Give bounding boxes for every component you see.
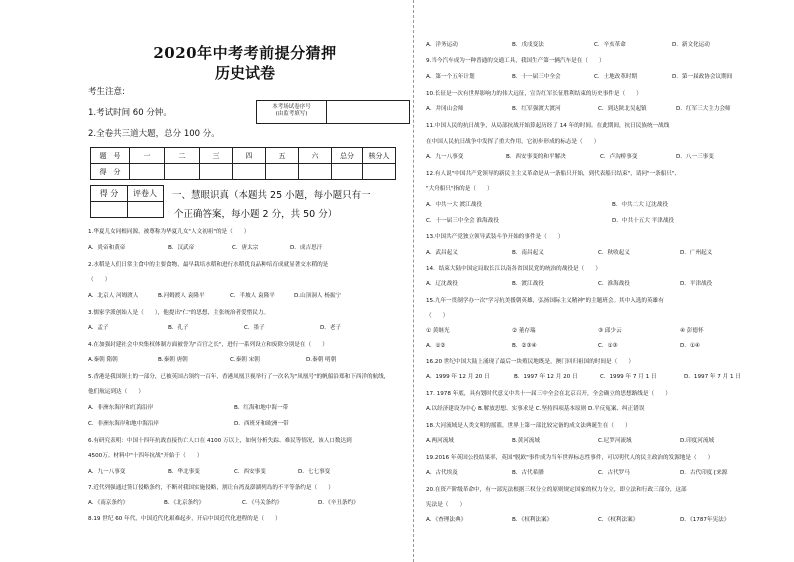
question-text: 16.20 世纪中国大陆上涌现了最后一块殖民地既是，澳门回归祖国的时间是（ ） [426,359,634,365]
score-header-cell: 二 [165,148,200,164]
question-option: B．西安事变的和平解决 [506,154,566,160]
question-option: D.秦朝 明朝 [306,357,337,363]
exam-title: 2020年中考考前提分猜押 [153,44,337,62]
question-text: 11.中国人民的抗日战争，从局部抗战开始算起历经了 14 年的时间。在此期间，抗日民族统一战线 [426,123,670,129]
question-option: A．《南京条约》 [88,500,129,506]
question-option: C．十一届三中全会 淮海战役 [426,218,499,224]
score-cell[interactable] [363,164,396,180]
score-header-cell: 核分人 [363,148,396,164]
question-text-cont: "大舟船只"指的是（ ） [426,186,493,192]
seat-number-label: 本考场试卷序号 (由监考填写) [257,101,327,123]
question-option: B．②③④ [512,343,537,349]
question-option: D．广州起义 [680,250,713,256]
question-option: B．华北事变 [168,469,200,475]
question-text: 13.中国共产党独立领导武装斗争开始的事件是（ ） [426,234,564,240]
score-cell[interactable] [332,164,363,180]
question-text: 17. 1978 年底，具有划时代意义中共十一届三中全会在北京召开，全会确立的思想路线是（ ） [426,391,671,397]
question-option: C．秋收起义 [598,250,630,256]
question-option: D．古代印度 [来源 [680,470,728,476]
question-option: C．西安事变 [234,469,266,475]
section-heading: 一、慧眼识真（本题共 25 小题，每小题只有一 [172,190,371,201]
question-option: A．①② [426,343,446,349]
question-option: C．1999 年 7 月 1 日 [600,374,657,380]
score-row-label: 得 分 [91,164,130,180]
score-cell[interactable] [130,164,165,180]
question-option: C．辛亥革命 [594,42,626,48]
question-option: D．中共十五大 平津战役 [612,218,675,224]
question-option: D．《1787年宪法》 [680,517,730,523]
question-option: A．武昌起义 [426,250,458,256]
question-text-cont: （ ） [88,277,111,283]
question-option: B.黄河流域 [512,438,540,444]
notice-item: 2.全卷共三道大题，总分 100 分。 [88,129,220,139]
question-option: A.秦朝 隋朝 [88,357,118,363]
question-text: 19.2016 年英国公投结果率，英国"脱欧"事件成为当年世界标志性事件，可以明代人的民主政治的发源地是（ ） [426,455,714,461]
question-text: 15.九年一贯制学办一次"学习抗美援朝英雄，弘扬国际主义精神"的主题班会。其中入选的英雄有 [426,298,664,304]
question-option: A．非洲东海岸和红海沿岸 [88,405,154,411]
question-text-cont: 4500万。材料中"十四年抗战"开始于（ ） [88,453,203,459]
question-option: A.两河流域 [426,438,454,444]
question-option: A．辽沈战役 [426,281,458,287]
question-option: B．南昌起义 [512,250,544,256]
question-option: C．唐太宗 [232,245,259,251]
question-text: 1.华夏儿女同根同源，被尊称为华夏儿女"人文初祖"的是（ ） [88,229,250,235]
grade-grader-label: 评卷人 [133,189,157,198]
question-option: B．《权利法案》 [512,517,553,523]
question-option: D．七七事变 [298,469,331,475]
notice-heading: 考生注意: [88,87,125,97]
grade-score-label: 得 分 [99,189,119,198]
question-text: 14．结束大陆中国定局取长江以南各省国民党的统治的战役是（ ） [426,266,601,272]
question-text: 10.长征是一次有世界影响力的伟大远征，宣告红军长征胜利结束的历史事件是（ ） [426,91,642,97]
question-option: B．戊戌变法 [512,42,544,48]
question-text: 8.19 世纪 60 年代，中国近代化艰难起步，开启中国近代化进程的是（ ） [88,516,281,522]
question-option: D．老子 [320,325,342,331]
question-option: A．古代埃及 [426,470,458,476]
question-option: D．1997 年 7 月 1 日 [684,374,741,380]
question-text: 20.在资产阶级革命中，有一部宪法根据三权分立的原则规定国家的权力分立，即立法和行政三部分，这部 [426,487,687,493]
score-header-cell: 六 [299,148,332,164]
question-text: 18.大河流域是人类文明的摇篮，世界上第一部比较完备的成文法典诞生在（ ） [426,423,631,429]
right-column [422,0,782,562]
question-option: ② 董存瑞 [512,328,536,334]
question-option: D.印度河流域 [680,438,715,444]
score-table [90,147,396,180]
question-option: C．《马关条约》 [242,500,283,506]
score-cell[interactable] [165,164,200,180]
question-text-cont: 宪法是（ ） [426,502,466,508]
question-option: C．非洲东海岸和地中海沿岸 [88,421,160,427]
question-option: D．新文化运动 [672,42,710,48]
score-cell[interactable] [200,164,233,180]
question-option: B．《北京条约》 [164,500,205,506]
exam-subtitle: 历史试卷 [214,64,275,82]
question-option: B．红军强渡大渡河 [512,106,561,112]
question-option: C．淮海战役 [598,281,630,287]
question-option: D．①④ [680,343,700,349]
grade-box [90,185,164,218]
question-option: C.尼罗河流域 [598,438,632,444]
score-cell[interactable] [266,164,299,180]
question-option: A．炎帝和黄帝 [88,245,126,251]
question-text-cont: 他们航运到达（ ） [88,389,144,395]
question-option: C．古代罗马 [598,470,630,476]
question-option: D．第一届政协会议期间 [672,74,733,80]
question-text: 9.当今汽车成为一种普通的交通工具，我国生产第一辆汽车是在（ ） [426,58,605,64]
question-option: ④ 彭德怀 [680,328,704,334]
left-column [84,0,406,562]
question-text: 12.有人说"中国共产党领导的新民主主义革命是从一条船只开始，到代表船只结束"，请问"一条船只"、 [426,171,681,177]
question-option: C．到达陕北吴起镇 [598,106,647,112]
question-option: D．西班牙和欧洲一带 [234,421,289,427]
question-option: C．半坡人 袁隆平 [230,293,275,299]
question-option: D．八一三事变 [676,154,714,160]
score-header-cell: 总分 [332,148,363,164]
question-option: B.河姆渡人 袁隆平 [158,293,205,299]
question-option: C．①③ [598,343,618,349]
question-option: C.秦朝 宋朝 [230,357,260,363]
score-cell[interactable] [233,164,266,180]
question-option: A．第一个五年计划 [426,74,475,80]
question-option: ③ 邱少云 [598,328,622,334]
question-text-cont: （ ） [426,313,449,319]
question-option: C．卢沟桥事变 [600,154,638,160]
score-header-cell: 五 [266,148,299,164]
question-option: A．井冈山会师 [426,106,464,112]
question-option: ① 黄继光 [426,328,450,334]
question-option: B．红海和地中海一带 [234,405,289,411]
question-text: 6.有研究表明：中国十四年抗战直接伤亡人口在 4100 万以上，如何分析失踪、难民等情况，该人口数达到 [88,438,352,444]
score-header-cell: 四 [233,148,266,164]
question-text: 3.儒家学派创始人是（ ），他提出"仁"的思想，主张统治者爱惜民力。 [88,310,270,316]
question-option: D．《辛丑条约》 [318,500,359,506]
question-text-cont: 在中国人民抗日战争中发挥了重大作用，它初步形成的标志是（ ） [426,139,600,145]
question-option: D．红军三大主力会师 [676,106,731,112]
question-option: D.山顶洞人 杨振宁 [294,293,342,299]
question-option: B．古代希腊 [512,470,544,476]
score-header-cell: 题 号 [91,148,130,164]
question-text: 2.水稻是人们日常主食中的主要食物，最早栽培水稻和进行水稻优良品种培育成就显著交水稻的是 [88,262,329,268]
question-option: A.以经济建设为中心 B.解放思想、实事求是 C.坚持四项基本原则 D.平反冤案、纠正错误 [426,406,645,412]
section-heading-cont: 个正确答案，每小题 2 分，共 50 分） [174,209,338,220]
column-divider [413,0,414,562]
score-header-cell: 三 [200,148,233,164]
question-option: B．十一届三中全会 [512,74,561,80]
question-option: A．洋务运动 [426,42,458,48]
question-option: A．北京人 河姆渡人 [88,293,139,299]
question-option: A．中共一大 渡江战役 [426,202,482,208]
question-option: B．孔子 [168,325,189,331]
question-option: B．中共二大 辽沈战役 [612,202,668,208]
question-option: C．墨子 [244,325,265,331]
question-option: C．土地改革时期 [594,74,638,80]
question-option: C．《权利法案》 [598,517,639,523]
question-option: A．九一八事变 [426,154,464,160]
score-header-cell: 一 [130,148,165,164]
question-option: B．渡江战役 [512,281,544,287]
question-text: 7.近代列强通过签订侵略条约，不断对我国实施侵略，割让台湾及澎湖列岛的不平等条约是（ ） [88,485,334,491]
question-option: A．九一八事变 [88,469,126,475]
seat-number-box[interactable] [256,100,410,124]
question-option: A．1999 年 12 月 20 日 [426,374,490,380]
notice-item: 1.考试时间 60 分钟。 [88,108,172,118]
score-table-header [91,148,396,164]
question-option: A．《查理法典》 [426,517,467,523]
score-table-row [91,164,396,180]
question-option: A．孟子 [88,325,109,331]
question-option: D．成吉思汗 [290,245,323,251]
question-option: D．平津战役 [680,281,713,287]
score-cell[interactable] [299,164,332,180]
question-option: B．1997 年 12 月 20 日 [514,374,578,380]
question-option: B.秦朝 唐朝 [158,357,188,363]
question-text: 5.香港是我国领土的一部分，已被英国占领约一百年，香港凤凰卫视举行了一次名为"凤凰号"的帆船沿郑和下西洋的航线， [88,374,390,380]
question-option: B．汉武帝 [168,245,195,251]
question-text: 4.在加强封建社会中央集权体制方面被誉为"百官之长"，进行一系列设立和废除分别是在（ ） [88,342,328,348]
